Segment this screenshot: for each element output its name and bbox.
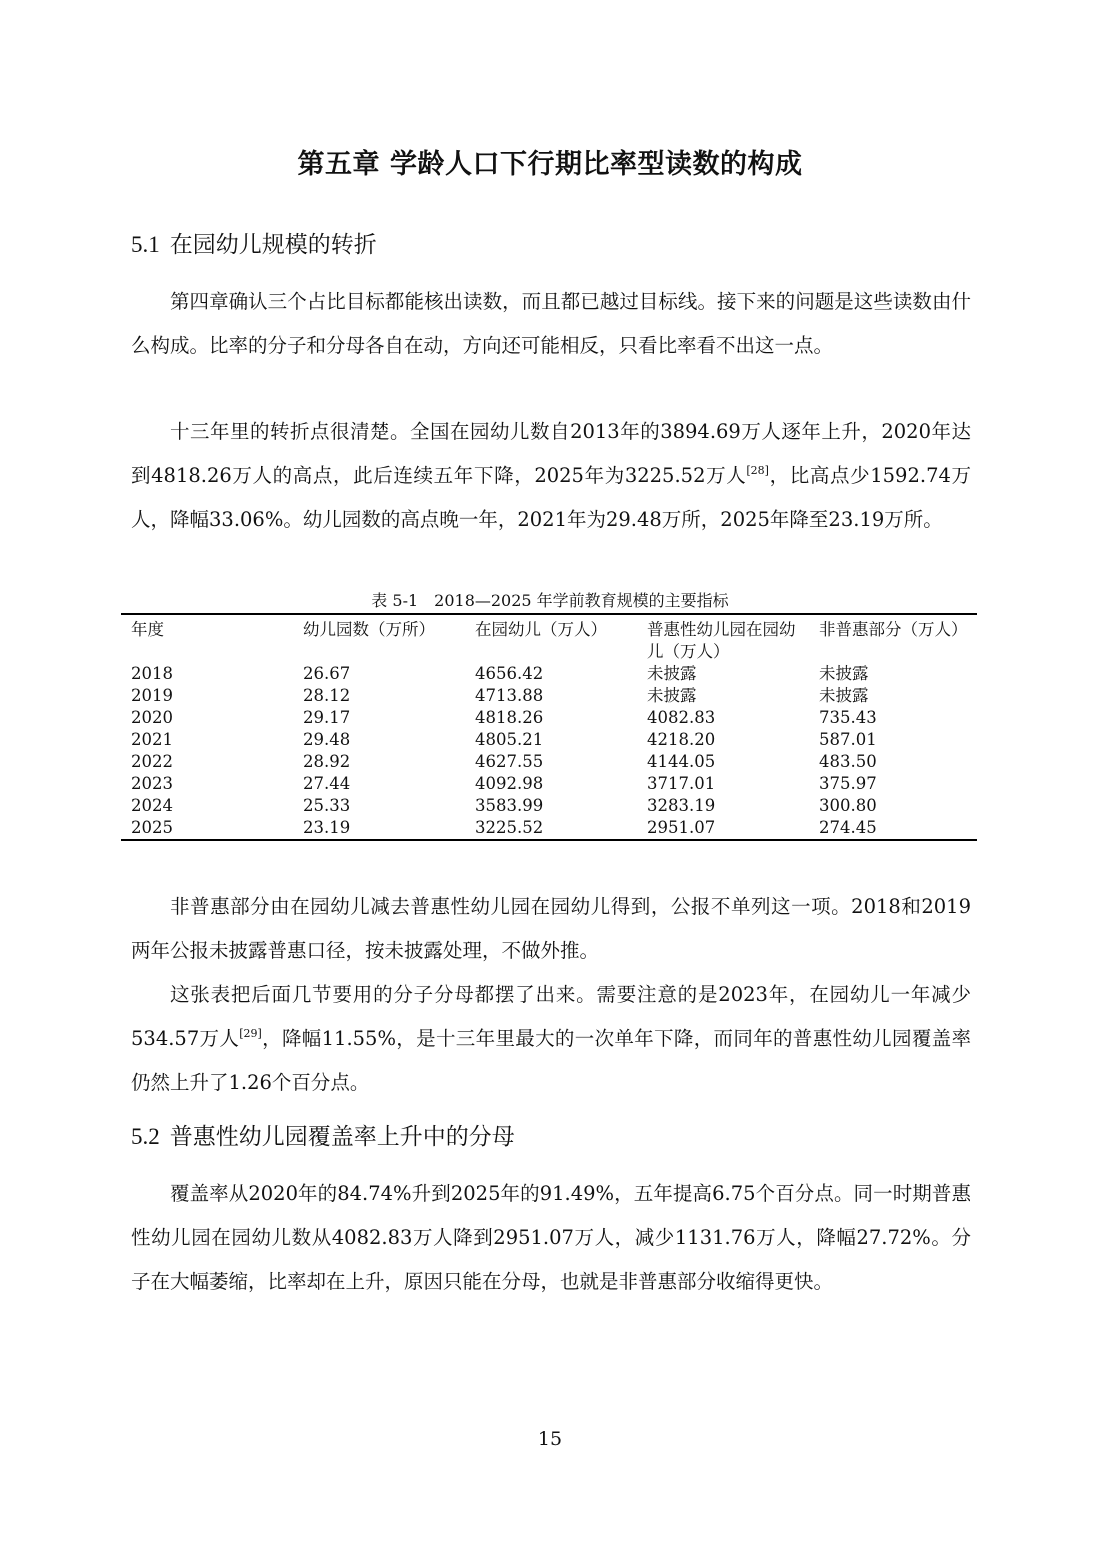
table-cell: 2023 [131, 774, 173, 793]
table-cell: 4656.42 [475, 664, 544, 683]
table-cell: 4144.05 [647, 752, 716, 771]
table-cell: 2019 [131, 686, 173, 705]
table-cell: 未披露 [819, 686, 869, 705]
table-cell: 25.33 [303, 796, 351, 815]
table-cell: 3717.01 [647, 774, 716, 793]
table-cell: 274.45 [819, 818, 877, 837]
table-cell: 4713.88 [475, 686, 544, 705]
table-cell: 735.43 [819, 708, 877, 727]
table-cell: 2024 [131, 796, 173, 815]
table-cell: 300.80 [819, 796, 877, 815]
table-cell: 29.48 [303, 730, 351, 749]
paragraph-1: 第四章确认三个占比目标都能核出读数，而且都已越过目标线。接下来的问题是这些读数由什么构成。比率的分子和分母各自在动，方向还可能相反，只看比率看不出这一点。 [131, 290, 971, 357]
table-row [121, 817, 977, 840]
citation-28: [28] [746, 464, 769, 477]
section-title: 在园幼儿规模的转折 [169, 232, 377, 258]
paragraph-3: 非普惠部分由在园幼儿减去普惠性幼儿园在园幼儿得到，公报不单列这一项。2018和2019两年公报未披露普惠口径，按未披露处理，不做外推。 [131, 895, 971, 962]
table-cell: 未披露 [647, 686, 697, 705]
paragraph-2 [131, 410, 971, 542]
table-row [121, 773, 977, 795]
table-cell: 27.44 [303, 774, 351, 793]
table-cell: 未披露 [647, 664, 697, 683]
table-cell: 2951.07 [647, 818, 716, 837]
section-heading-5-1 [131, 226, 377, 259]
paragraph-4-text-a: 这张表把后面几节要用的分子分母都摆了出来。需要注意的是2023年，在园幼儿一年减少534.57万人 [131, 983, 971, 1050]
citation-29: [29] [239, 1027, 262, 1040]
section-number: 5.1 [131, 232, 160, 257]
table-header-cell: 普惠性幼儿园在园幼儿（万人） [647, 620, 796, 661]
section-number: 5.2 [131, 1124, 160, 1149]
paragraph-4 [131, 973, 971, 1105]
table-row [121, 685, 977, 707]
table-cell: 29.17 [303, 708, 351, 727]
table-cell: 2020 [131, 708, 173, 727]
data-table [121, 613, 977, 841]
table-cell: 3283.19 [647, 796, 716, 815]
paragraph-5: 覆盖率从2020年的84.74%升到2025年的91.49%，五年提高6.75个百分点。同一时期普惠性幼儿园在园幼儿数从4082.83万人降到2951.07万人，减少1131.76万人，降幅27.72%。分子在大幅萎缩，比率却在上升，原因只能在分母，也就是非普惠部分收缩得更快。 [131, 1182, 971, 1293]
table-cell: 2018 [131, 664, 173, 683]
table-row [121, 751, 977, 773]
table-cell: 3225.52 [475, 818, 544, 837]
table-cell: 483.50 [819, 752, 877, 771]
table-header-cell: 非普惠部分（万人） [819, 620, 968, 639]
table-cell: 2021 [131, 730, 173, 749]
table-cell: 3583.99 [475, 796, 544, 815]
table-header-cell: 幼儿园数（万所） [303, 620, 435, 639]
table-cell: 375.97 [819, 774, 877, 793]
table-cell: 4805.21 [475, 730, 544, 749]
table-row [121, 729, 977, 751]
table-cell: 23.19 [303, 818, 351, 837]
table-cell: 2022 [131, 752, 173, 771]
table-header-cell: 年度 [131, 620, 164, 639]
table-header-cell: 在园幼儿（万人） [475, 620, 607, 639]
table-cell: 28.92 [303, 752, 351, 771]
table-cell: 26.67 [303, 664, 351, 683]
table-row [121, 795, 977, 817]
paragraph-2-text-a: 十三年里的转折点很清楚。全国在园幼儿数自2013年的3894.69万人逐年上升，2020年达到4818.26万人的高点，此后连续五年下降，2025年为3225.52万人 [131, 420, 971, 487]
paragraph-2-text-b: ，比高点少1592.74万人，降幅33.06%。幼儿园数的高点晚一年，2021年为29.48万所，2025年降至23.19万所。 [131, 464, 972, 531]
table-cell: 4082.83 [647, 708, 716, 727]
table-cell: 4818.26 [475, 708, 544, 727]
section-title: 普惠性幼儿园覆盖率上升中的分母 [169, 1124, 515, 1150]
table-header-row [121, 614, 977, 663]
table-row [121, 707, 977, 729]
table-cell: 2025 [131, 818, 173, 837]
table-cell: 4627.55 [475, 752, 544, 771]
page-number: 15 [537, 1428, 563, 1450]
table-cell: 4092.98 [475, 774, 544, 793]
table-cell: 4218.20 [647, 730, 716, 749]
table-cell: 28.12 [303, 686, 351, 705]
table-cell: 未披露 [819, 664, 869, 683]
section-heading-5-2 [131, 1118, 515, 1151]
chapter-title: 第五章 学龄人口下行期比率型读数的构成 [297, 149, 803, 180]
table-row [121, 663, 977, 685]
table-caption: 表 5-1 2018—2025 年学前教育规模的主要指标 [371, 591, 729, 610]
paragraph-4-text-b: ，降幅11.55%，是十三年里最大的一次单年下降，而同年的普惠性幼儿园覆盖率仍然上升了1.26个百分点。 [131, 1027, 971, 1094]
table-cell: 587.01 [819, 730, 877, 749]
